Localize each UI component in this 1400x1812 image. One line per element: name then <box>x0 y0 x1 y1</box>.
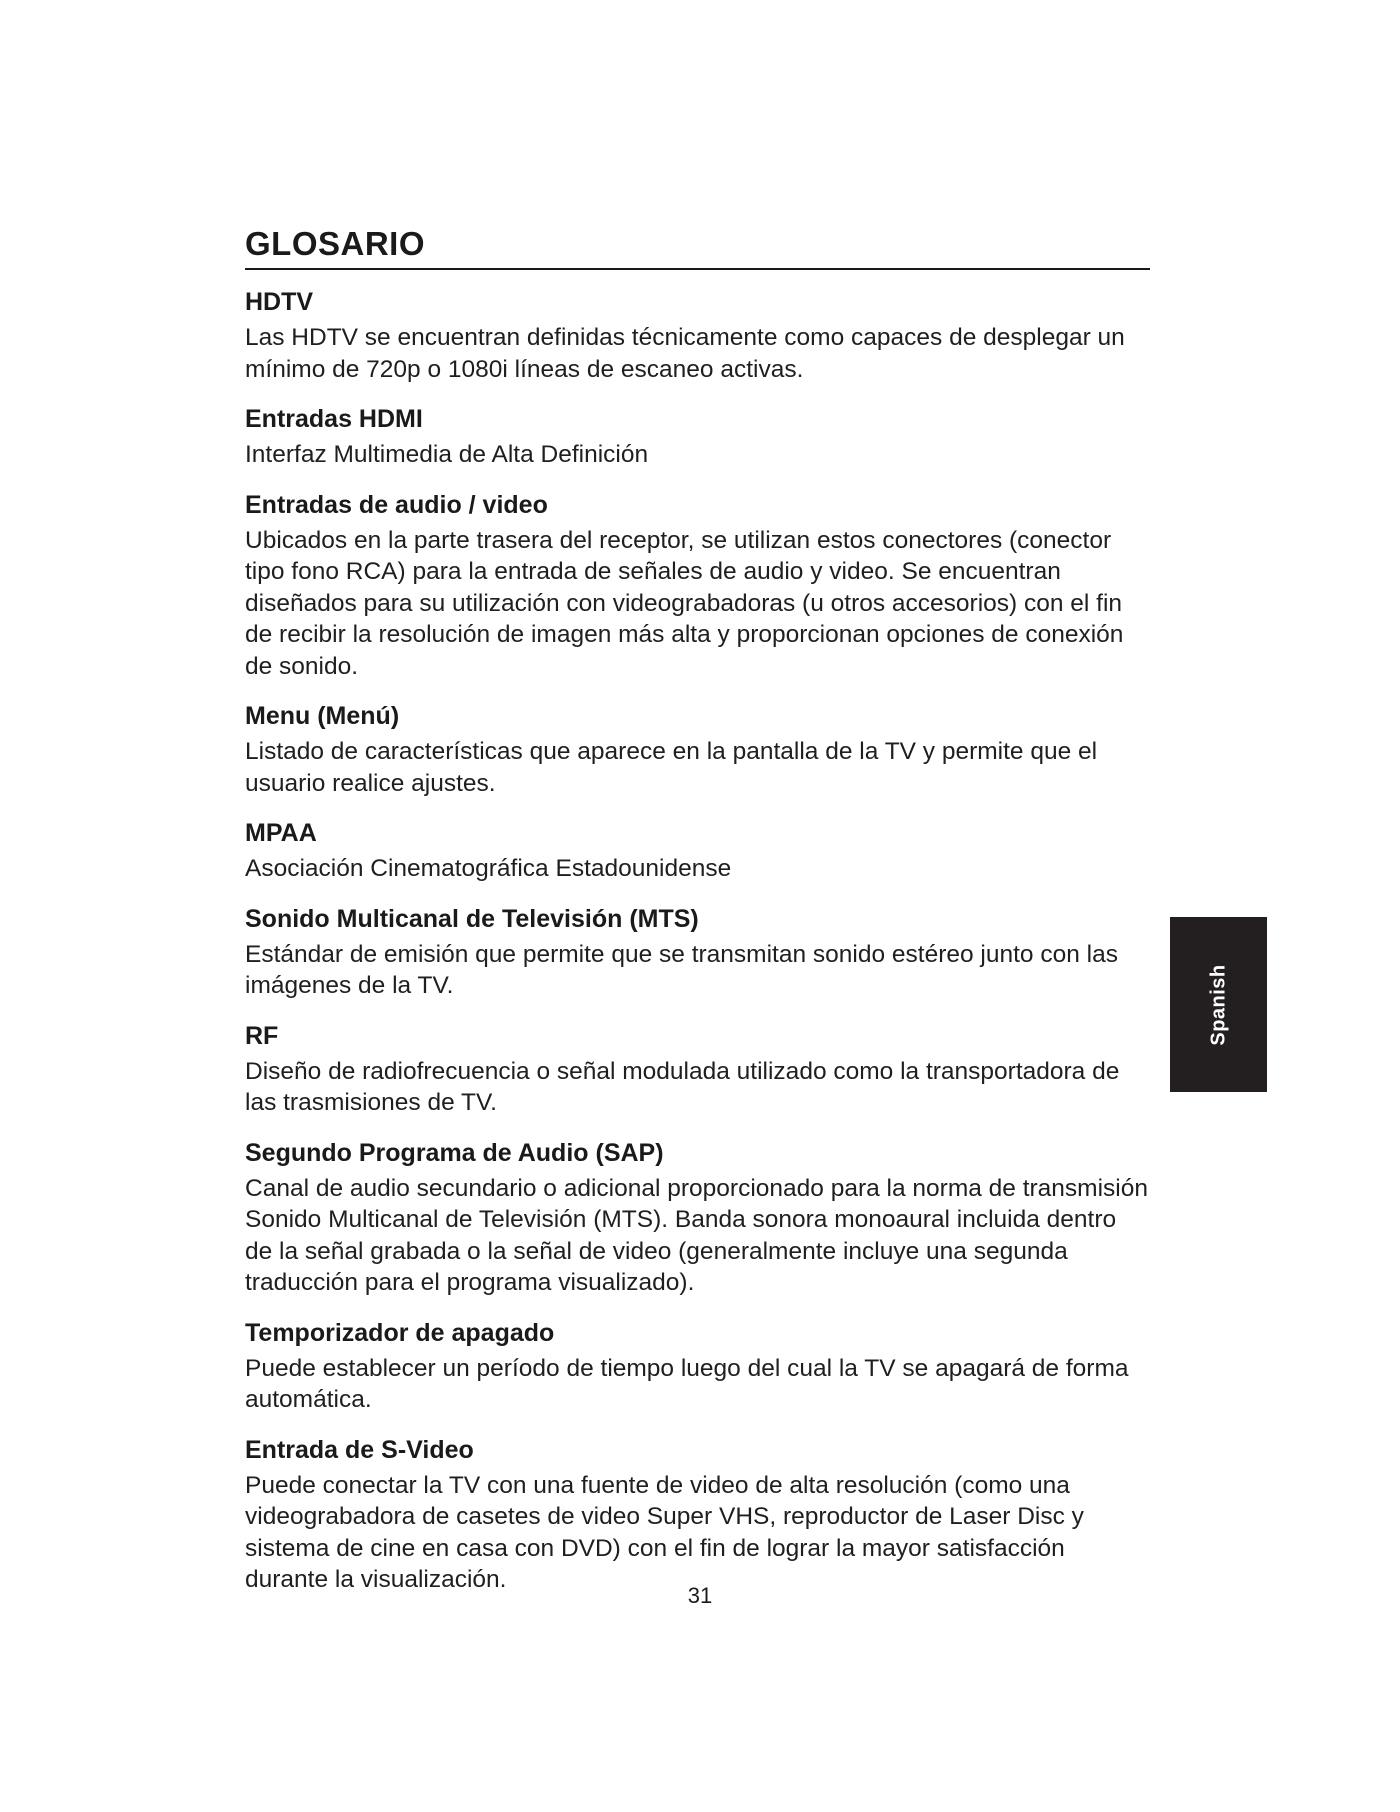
language-tab-label: Spanish <box>1207 963 1229 1046</box>
glossary-entry-rf <box>245 1020 1150 1119</box>
glossary-term: RF <box>245 1021 279 1050</box>
glossary-definition: Ubicados en la parte trasera del receptor, se utilizan estos conectores (conector tipo fono RCA) para la entrada de señales de audio y video. Se encuentran diseñados para su utilización con videograbadoras (u otros accesorios) con el fin de recibir la resolución de imagen más alta y proporcionan opciones de conexión de sonido. <box>245 526 1124 680</box>
glossary-definition: Asociación Cinematográfica Estadounidense <box>245 855 732 882</box>
glossary-entry-s-video <box>245 1434 1150 1596</box>
glossary-entry-mts <box>245 903 1150 1002</box>
glossary-entry-sap <box>245 1137 1150 1299</box>
glossary-definition: Puede establecer un período de tiempo luego del cual la TV se apagará de forma automática. <box>245 1354 1129 1413</box>
glossary-entry-mpaa <box>245 817 1150 885</box>
glossary-definition: Interfaz Multimedia de Alta Definición <box>245 441 649 468</box>
glossary-entry-hdtv <box>245 286 1150 385</box>
glossary-entry-hdmi <box>245 403 1150 471</box>
glossary-definition: Canal de audio secundario o adicional proporcionado para la norma de transmisión Sonido Multicanal de Televisión (MTS). Banda sonora monoaural incluida dentro de la señal grabada o la señal de video (generalmente incluye una segunda traducción para el programa visualizado). <box>245 1174 1148 1296</box>
glossary-term: Entradas HDMI <box>245 405 423 433</box>
glossary-term: MPAA <box>245 819 317 847</box>
glossary-term: Menu (Menú) <box>245 702 400 730</box>
glossary-definition: Puede conectar la TV con una fuente de video de alta resolución (como una videograbadora de casetes de video Super VHS, reproductor de Laser Disc y sistema de cine en casa con DVD) con el fin de lograr la mayor satisfacción durante la visualización. <box>245 1471 1084 1593</box>
glossary-term: Entrada de S-Video <box>245 1435 474 1464</box>
page-number: 31 <box>687 1583 713 1608</box>
glossary-definition: Listado de características que aparece en la pantalla de la TV y permite que el usuario realice ajustes. <box>245 738 1098 797</box>
page-title: GLOSARIO <box>245 225 426 262</box>
glossary-term: Segundo Programa de Audio (SAP) <box>245 1138 664 1167</box>
glossary-term: HDTV <box>245 288 314 316</box>
glossary-term: Sonido Multicanal de Televisión (MTS) <box>245 904 699 933</box>
glossary-term: Temporizador de apagado <box>245 1318 555 1347</box>
glossary-entry-sleep-timer <box>245 1317 1150 1416</box>
glossary-entry-audio-video <box>245 489 1150 683</box>
glossary-section <box>245 224 1150 1614</box>
glossary-entry-menu <box>245 700 1150 799</box>
glossary-definition: Estándar de emisión que permite que se transmitan sonido estéreo junto con las imágenes de la TV. <box>245 940 1118 999</box>
glossary-definition: Diseño de radiofrecuencia o señal modulada utilizado como la transportadora de las trasmisiones de TV. <box>245 1057 1120 1116</box>
glossary-term: Entradas de audio / video <box>245 490 548 519</box>
language-tab <box>1170 917 1267 1092</box>
glossary-definition: Las HDTV se encuentran definidas técnicamente como capaces de desplegar un mínimo de 720p o 1080i líneas de escaneo activas. <box>245 324 1125 383</box>
title-divider <box>245 268 1150 270</box>
